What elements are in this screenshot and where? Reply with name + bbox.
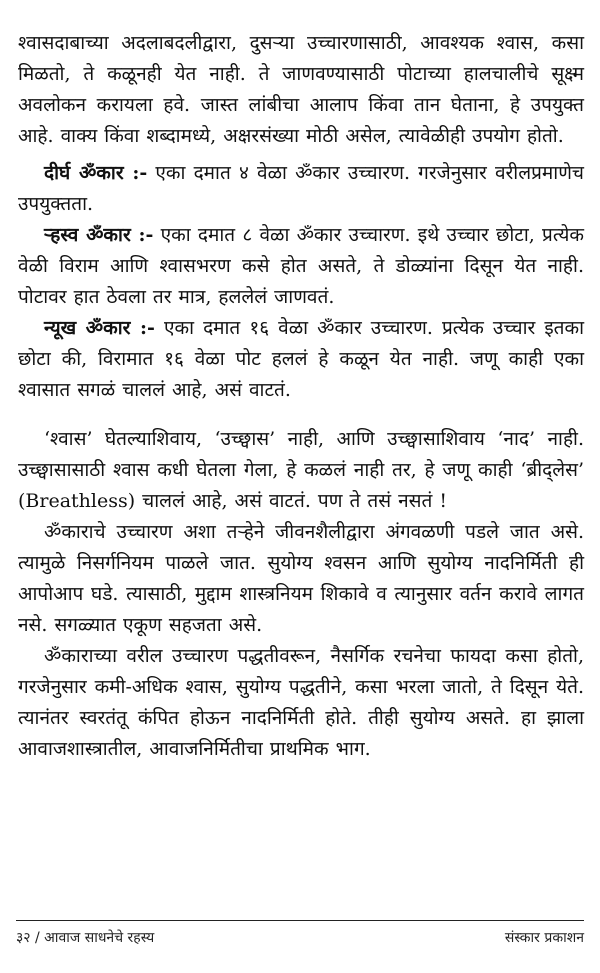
paragraph-text: श्वासदाबाच्या अदलाबदलीद्वारा, दुसऱ्या उच्चारणासाठी, आवश्यक श्वास, कसा मिळतो, ते कळूनही येत नाही. ते जाणवण्यासाठी पोटाच्या हालचालीचे सूक्ष्म अवलोकन करायला हवे. जास्त लांबीचा आलाप किंवा तान घेताना, हे उपयुक्त आहे. वाक्य किंवा शब्दामध्ये, अक्षरसंख्या मोठी असेल, त्यावेळीही उपयोग होतो. — [18, 32, 584, 147]
paragraph-breath-and-nad — [18, 424, 584, 517]
paragraph-omkar-lifestyle — [18, 517, 584, 641]
paragraph-text: एका दमात ८ वेळा ॐकार उच्चारण. इथे उच्चार छोटा, प्रत्येक वेळी विराम आणि श्वासभरण कसे होत असते, ते डोळ्यांना दिसून येत नाही. पोटावर हात ठेवला तर मात्र, हललेलं जाणवतं. — [18, 224, 584, 308]
term-nyukh-omkar: न्यूख ॐकार :- — [44, 317, 155, 339]
term-dirgha-omkar: दीर्घ ॐकार :- — [44, 162, 148, 184]
paragraph-omkar-method — [18, 641, 584, 765]
page-body — [18, 28, 584, 765]
page-footer — [16, 928, 584, 947]
paragraph-text: एका दमात १६ वेळा ॐकार उच्चारण. प्रत्येक उच्चार इतका छोटा की, विरामात १६ वेळा पोट हललं हे कळून येत नाही. जणू काही एका श्वासात सगळं चाललं आहे, असं वाटतं. — [18, 317, 584, 401]
paragraph-text: ॐकाराच्या वरील उच्चारण पद्धतीवरून, नैसर्गिक रचनेचा फायदा कसा होतो, गरजेनुसार कमी-अधिक श्वास, सुयोग्य पद्धतीने, कसा भरला जातो, ते दिसून येते. त्यानंतर स्वरतंतू कंपित होऊन नादनिर्मिती होते. तीही सुयोग्य असते. हा झाला आवाजशास्त्रातील, आवाजनिर्मितीचा प्राथमिक भाग. — [18, 645, 584, 760]
paragraph-hrasva-omkar — [18, 220, 584, 313]
footer-divider — [16, 920, 584, 921]
paragraph-dirgha-omkar — [18, 158, 584, 220]
paragraph-text: ‘श्वास’ घेतल्याशिवाय, ‘उच्छ्वास’ नाही, आणि उच्छ्वासाशिवाय ‘नाद’ नाही. उच्छ्वासासाठी श्वास कधी घेतला गेला, हे कळलं नाही तर, हे जणू काही ‘ब्रीद्‌लेस’ (Breathless) चाललं आहे, असं वाटतं. पण ते तसं नसतं ! — [18, 428, 584, 512]
paragraph-nyukh-omkar — [18, 313, 584, 406]
footer-page-and-title: ३२ / आवाज साधनेचे रहस्य — [16, 930, 155, 946]
paragraph-breath-exchange — [18, 28, 584, 152]
term-hrasva-omkar: ऱ्हस्व ॐकार :- — [44, 224, 154, 246]
footer-publisher: संस्कार प्रकाशन — [504, 930, 584, 946]
paragraph-text: ॐकाराचे उच्चारण अशा तऱ्हेने जीवनशैलीद्वारा अंगवळणी पडले जात असे. त्यामुळे निसर्गनियम पाळले जात. सुयोग्य श्वसन आणि सुयोग्य नादनिर्मिती ही आपोआप घडे. त्यासाठी, मुद्दाम शास्त्रनियम शिकावे व त्यानुसार वर्तन करावे लागत नसे. सगळ्यात एकूण सहजता असे. — [18, 521, 584, 636]
paragraph-text: एका दमात ४ वेळा ॐकार उच्चारण. गरजेनुसार वरीलप्रमाणेच उपयुक्तता. — [18, 162, 584, 215]
